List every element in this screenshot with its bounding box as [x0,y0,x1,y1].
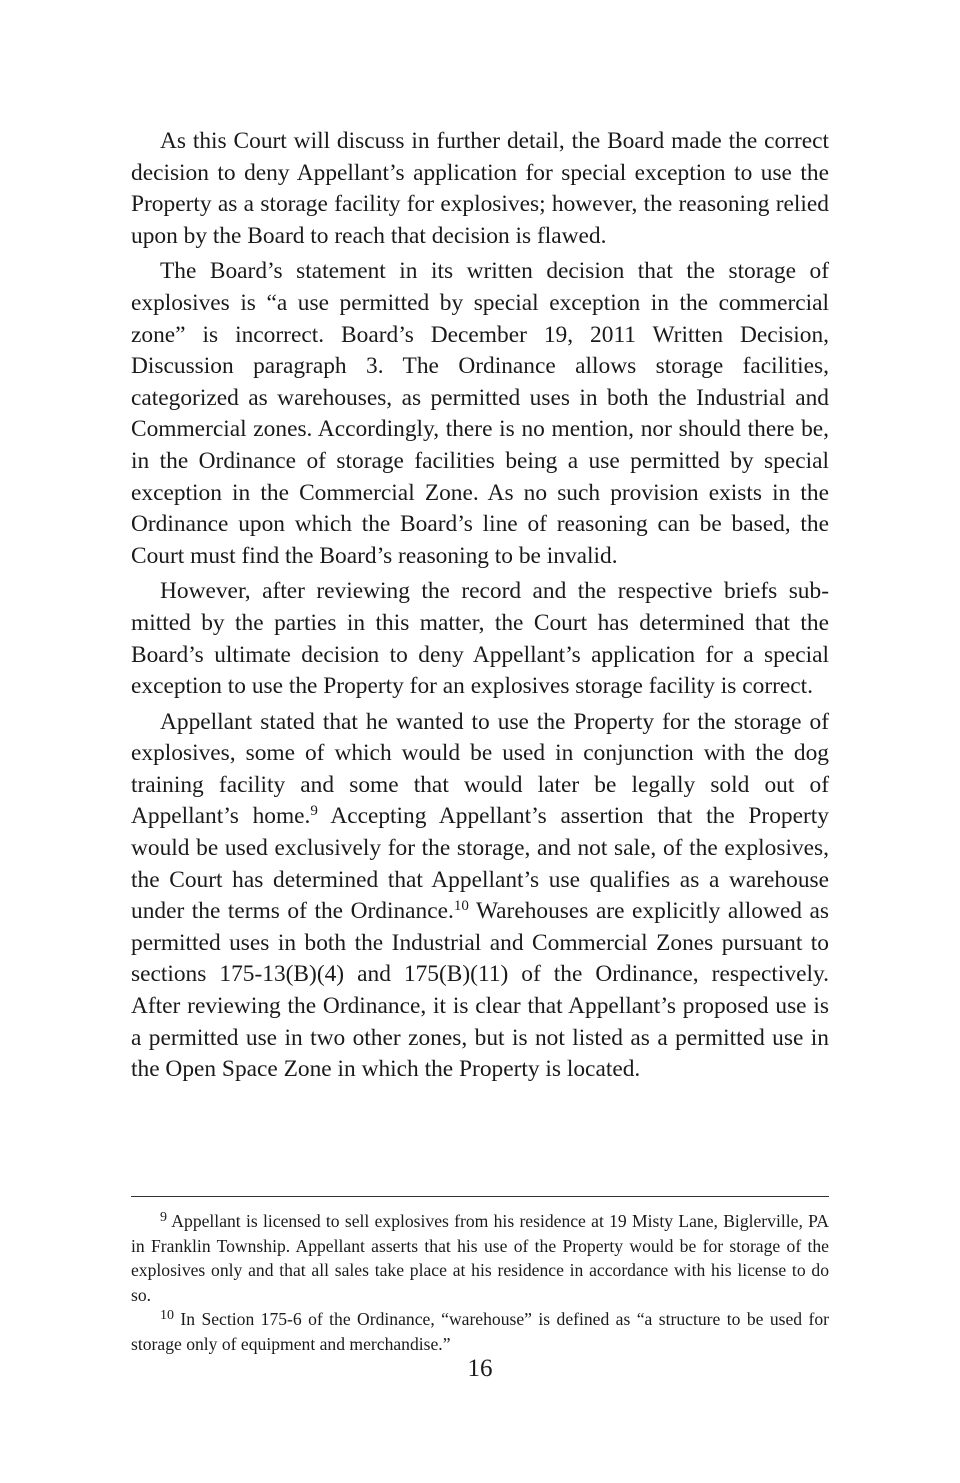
paragraph-2: The Board’s statement in its written decision that the storage of explosives is “a use permitted by special exception in the commercial zone” is incorrect. Board’s December 19, 2011 Written Decision, Discussion paragraph 3. The Ordinance allows storage facilities, categorized as warehouses, as permitted uses in both the Industrial and Commercial zones. Accordingly, there is no mention, nor should there be, in the Ordinance of storage facilities being a use permitted by special exception in the Commercial Zone. As no such provision exists in the Ordinance upon which the Board’s line of reasoning can be based, the Court must find the Board’s reasoning to be invalid. [131,258,829,569]
main-text [131,126,829,1086]
paragraph-4-part-3: Warehouses are explicitly allowed as permitted uses in both the Industrial and Commercial Zones pursuant to sections 175-13(B)(4) and 175(B)(11) of the Ordinance, respectively. After reviewing the Ordinance, it is clear that Appellant’s proposed use is a permitted use in two other zones, but is not listed as a permitted use in the Open Space Zone in which the Property is located. [131,898,829,1083]
footnote-divider [131,1196,829,1197]
footnote-10 [131,1307,829,1356]
page-number: 16 [467,1355,493,1382]
paragraph-1: As this Court will discuss in further detail, the Board made the correct decision to deny Appellant’s application for special exception to use the Property as a storage facility for explosives; however, the reasoning relied upon by the Board to reach that decision is flawed. [131,128,829,249]
footnote-marker-10: 10 [160,1308,174,1324]
paragraph-4-part-1: Appellant stated that he wanted to use the Property for the storage of explosives, some of which would be used in conjunction with the dog training facility and some that would later be legally sold out of Appellant’s home. [131,708,829,830]
footnote-9 [131,1209,829,1307]
paragraph-4 [131,707,829,1086]
footnote-ref-10[interactable]: 10 [453,898,469,915]
footnote-9-text: Appellant is licensed to sell explosives from his residence at 19 Misty Lane, Biglerville, PA in Franklin Township. Appellant asserts that his use of the Property would be for storage of the explosives only and that all sales take place at his residence in accordance with his license to do so. [131,1211,829,1305]
paragraph-3: However, after reviewing the record and the respective briefs submitted by the parties in this matter, the Court has determined that the Board’s ultimate decision to deny Appellant’s application for a special exception to use the Property for an explosives storage facility is correct. [131,578,829,700]
paragraph-4-part-2: Accepting Appellant’s assertion that the Property would be used exclusively for the storage, and not sale, of the explosives, the Court has determined that Appellant’s use qualifies as a warehouse under the terms of the Ordinance. [131,803,829,925]
footnote-ref-9[interactable]: 9 [310,803,318,820]
footnotes [131,1209,829,1357]
footnote-10-text: In Section 175-6 of the Ordinance, “warehouse” is defined as “a structure to be used for storage only of equipment and merchandise.” [131,1309,829,1354]
footnote-marker-9: 9 [160,1210,167,1225]
